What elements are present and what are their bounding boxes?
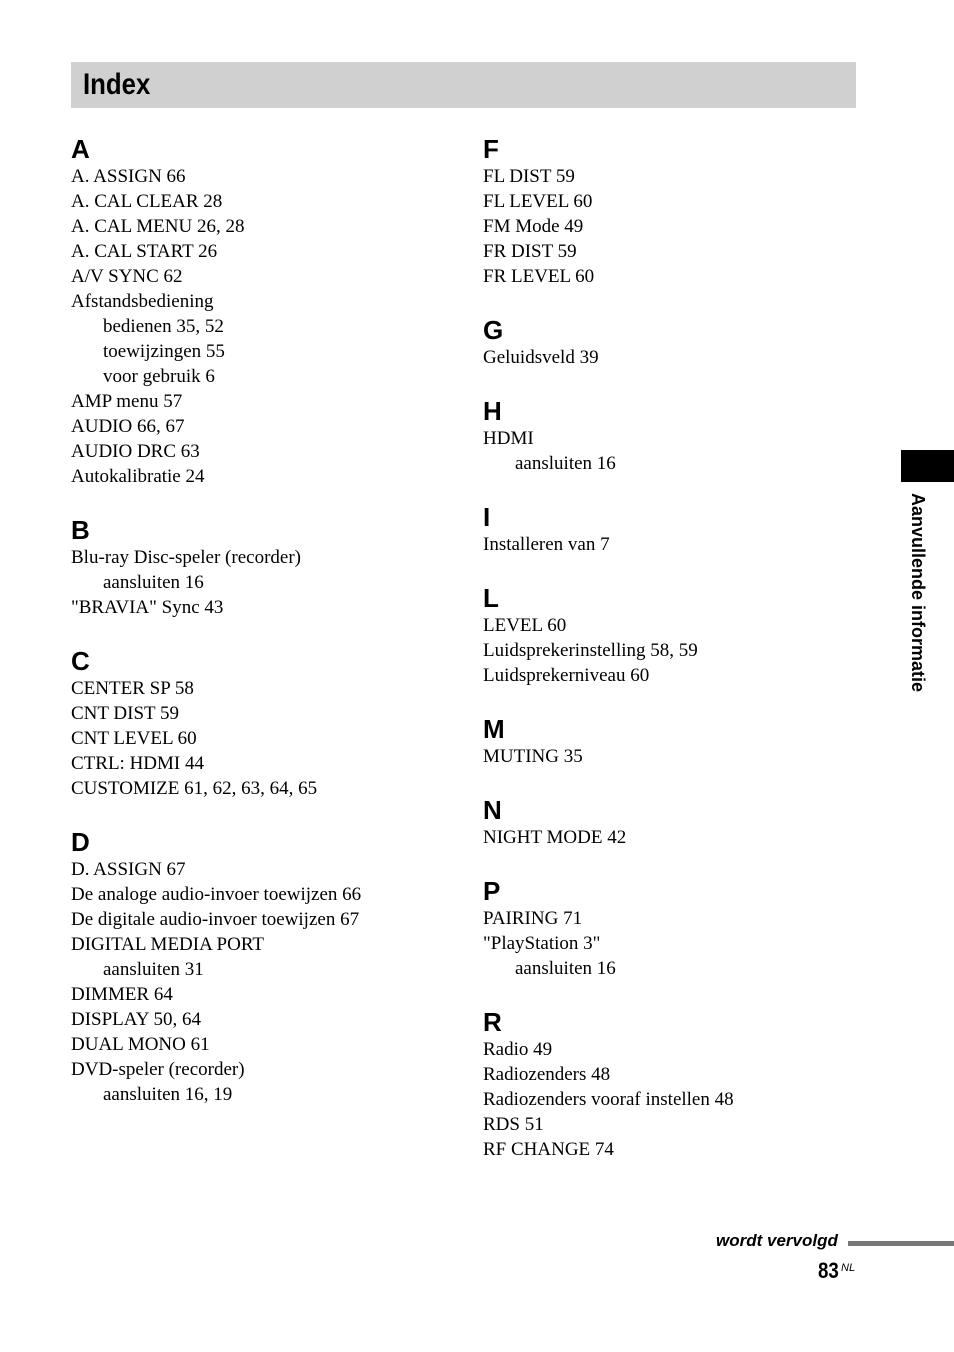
index-section: [483, 876, 883, 981]
index-entry: CNT DIST 59: [71, 703, 180, 724]
index-column-left: [71, 134, 471, 1133]
index-entry: Installeren van 7: [483, 534, 610, 555]
index-section: [71, 827, 471, 1107]
index-entry: Luidsprekerniveau 60: [483, 665, 650, 686]
index-section: [483, 315, 883, 370]
index-entry: AMP menu 57: [71, 391, 183, 412]
section-letter: F: [483, 134, 499, 164]
index-entry: Blu-ray Disc-speler (recorder): [71, 547, 301, 568]
index-section: [483, 396, 883, 476]
index-section: [71, 134, 471, 489]
index-entry: DIGITAL MEDIA PORT: [71, 934, 264, 955]
index-entry: FR LEVEL 60: [483, 266, 595, 287]
index-entry: FR DIST 59: [483, 241, 577, 262]
index-entry: LEVEL 60: [483, 615, 567, 636]
section-letter: I: [483, 502, 491, 532]
continued-rule: [848, 1241, 954, 1246]
section-letter: A: [71, 134, 90, 164]
index-entry: A/V SYNC 62: [71, 266, 183, 287]
section-letter: P: [483, 876, 501, 906]
index-entry: CNT LEVEL 60: [71, 728, 197, 749]
continued-label: wordt vervolgd: [716, 1231, 838, 1250]
side-tab-marker: [901, 450, 954, 482]
section-letter: B: [71, 515, 90, 545]
index-subentry: aansluiten 16, 19: [103, 1084, 233, 1105]
index-section: [483, 134, 883, 289]
index-entry: DUAL MONO 61: [71, 1034, 210, 1055]
index-entry: RF CHANGE 74: [483, 1139, 614, 1160]
section-letter: C: [71, 646, 90, 676]
index-subentry: aansluiten 31: [103, 959, 204, 980]
index-subentry: toewijzingen 55: [103, 341, 225, 362]
index-entry: DISPLAY 50, 64: [71, 1009, 202, 1030]
index-entry: CENTER SP 58: [71, 678, 194, 699]
page-number: 83: [818, 1258, 839, 1283]
index-entry: PAIRING 71: [483, 908, 583, 929]
index-entry: Afstandsbediening: [71, 291, 214, 312]
section-letter: N: [483, 795, 502, 825]
index-entry: Radio 49: [483, 1039, 553, 1060]
index-entry: FM Mode 49: [483, 216, 584, 237]
index-entry: CUSTOMIZE 61, 62, 63, 64, 65: [71, 778, 318, 799]
section-letter: M: [483, 714, 505, 744]
index-entry: A. CAL CLEAR 28: [71, 191, 223, 212]
index-subentry: aansluiten 16: [103, 572, 204, 593]
index-column-right: [483, 134, 883, 1188]
index-entry: Autokalibratie 24: [71, 466, 205, 487]
page-language: NL: [841, 1262, 856, 1274]
index-entry: DVD-speler (recorder): [71, 1059, 245, 1080]
index-entry: Radiozenders 48: [483, 1064, 611, 1085]
index-entry: A. CAL MENU 26, 28: [71, 216, 245, 237]
index-subentry: voor gebruik 6: [103, 366, 215, 387]
index-section: [483, 583, 883, 688]
page-title: Index: [83, 68, 151, 101]
index-entry: "PlayStation 3": [483, 933, 601, 954]
index-entry: "BRAVIA" Sync 43: [71, 597, 224, 618]
index-entry: HDMI: [483, 428, 534, 449]
side-tab-label: Aanvullende informatie: [908, 493, 928, 693]
index-entry: De digitale audio-invoer toewijzen 67: [71, 909, 360, 930]
title-bar: [71, 62, 856, 108]
index-section: [483, 714, 883, 769]
index-entry: De analoge audio-invoer toewijzen 66: [71, 884, 362, 905]
section-letter: G: [483, 315, 504, 345]
index-entry: A. CAL START 26: [71, 241, 218, 262]
index-entry: Geluidsveld 39: [483, 347, 599, 368]
section-letter: L: [483, 583, 499, 613]
section-letter: R: [483, 1007, 502, 1037]
index-section: [71, 515, 471, 620]
index-entry: AUDIO DRC 63: [71, 441, 200, 462]
index-subentry: aansluiten 16: [515, 453, 616, 474]
index-section: [483, 795, 883, 850]
index-section: [483, 1007, 883, 1162]
index-entry: Radiozenders vooraf instellen 48: [483, 1089, 734, 1110]
index-entry: NIGHT MODE 42: [483, 827, 627, 848]
index-entry: A. ASSIGN 66: [71, 166, 186, 187]
index-entry: FL LEVEL 60: [483, 191, 593, 212]
index-entry: DIMMER 64: [71, 984, 173, 1005]
section-letter: H: [483, 396, 502, 426]
index-subentry: bedienen 35, 52: [103, 316, 224, 337]
index-entry: FL DIST 59: [483, 166, 575, 187]
index-entry: D. ASSIGN 67: [71, 859, 186, 880]
index-entry: CTRL: HDMI 44: [71, 753, 204, 774]
section-letter: D: [71, 827, 90, 857]
index-entry: RDS 51: [483, 1114, 544, 1135]
index-entry: MUTING 35: [483, 746, 583, 767]
index-section: [71, 646, 471, 801]
index-entry: AUDIO 66, 67: [71, 416, 185, 437]
index-section: [483, 502, 883, 557]
index-subentry: aansluiten 16: [515, 958, 616, 979]
index-entry: Luidsprekerinstelling 58, 59: [483, 640, 698, 661]
